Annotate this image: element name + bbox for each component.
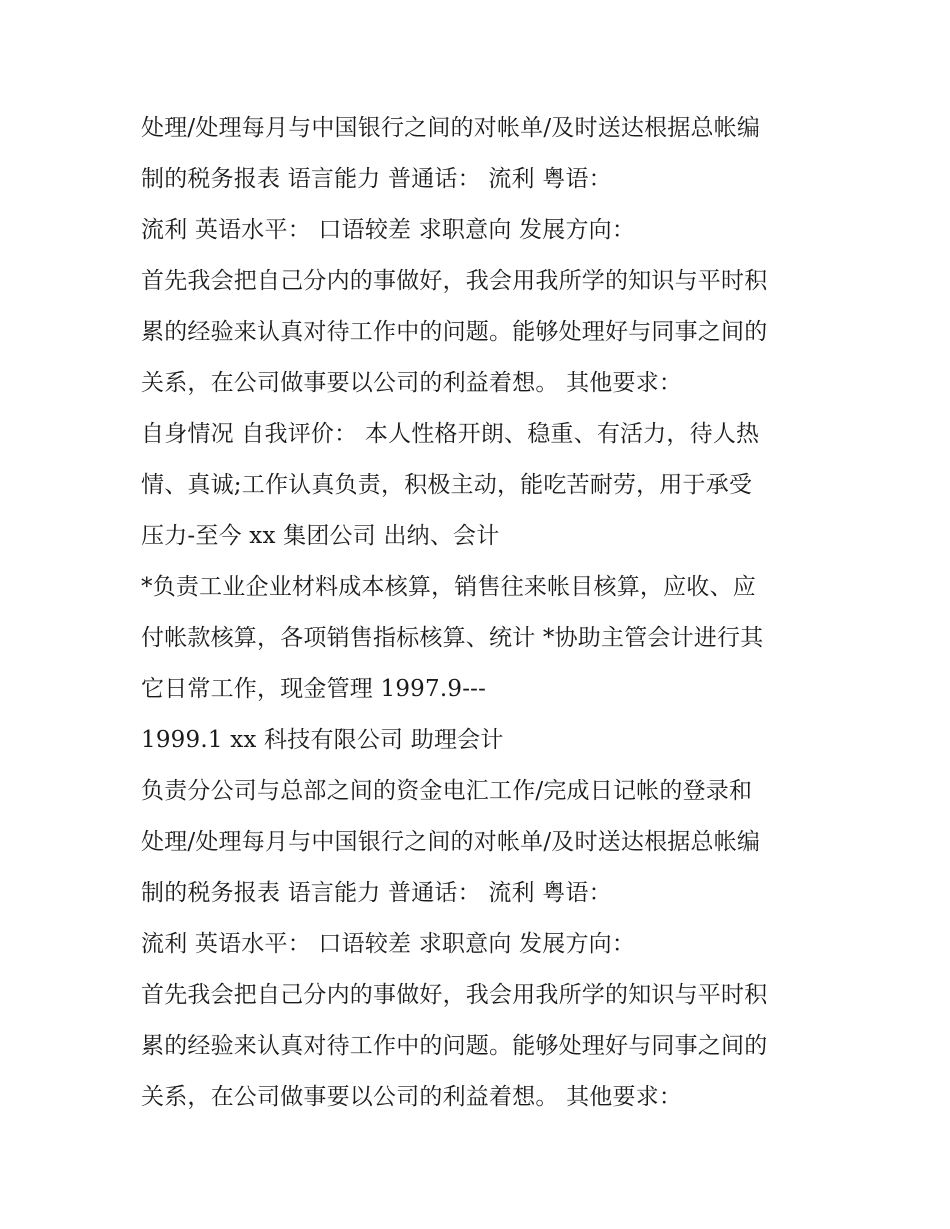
text-line-8: 情、真诚;工作认真负责，积极主动，能吃苦耐劳，用于承受 xyxy=(141,472,753,498)
text-line-5: 累的经验来认真对待工作中的问题。能够处理好与同事之间的 xyxy=(141,319,768,345)
text-line-17: 流利 英语水平： 口语较差 求职意向 发展方向： xyxy=(141,931,636,957)
text-line-12: 它日常工作，现金管理 1997.9--- xyxy=(141,676,487,702)
text-line-7: 自身情况 自我评价： 本人性格开朗、稳重、有活力，待人热 xyxy=(141,421,760,447)
text-line-14: 负责分公司与总部之间的资金电汇工作/完成日记帐的登录和 xyxy=(141,778,753,804)
text-line-20: 关系，在公司做事要以公司的利益着想。 其他要求： xyxy=(141,1084,683,1110)
text-line-16: 制的税务报表 语言能力 普通话： 流利 粤语： xyxy=(141,880,612,906)
text-line-1: 处理/处理每月与中国银行之间的对帐单/及时送达根据总帐编 xyxy=(141,115,761,141)
text-line-13: 1999.1 xx 科技有限公司 助理会计 xyxy=(141,727,504,753)
text-line-19: 累的经验来认真对待工作中的问题。能够处理好与同事之间的 xyxy=(141,1033,768,1059)
text-line-2: 制的税务报表 语言能力 普通话： 流利 粤语： xyxy=(141,166,612,192)
text-line-6: 关系，在公司做事要以公司的利益着想。 其他要求： xyxy=(141,370,683,396)
text-line-3: 流利 英语水平： 口语较差 求职意向 发展方向： xyxy=(141,217,636,243)
text-line-18: 首先我会把自己分内的事做好，我会用我所学的知识与平时积 xyxy=(141,982,768,1008)
text-line-10: *负责工业企业材料成本核算，销售往来帐目核算，应收、应 xyxy=(141,574,756,600)
text-line-9: 压力-至今 xx 集团公司 出纳、会计 xyxy=(141,523,500,549)
document-body xyxy=(141,103,831,1123)
text-line-4: 首先我会把自己分内的事做好，我会用我所学的知识与平时积 xyxy=(141,268,768,294)
text-line-11: 付帐款核算，各项销售指标核算、统计 *协助主管会计进行其 xyxy=(141,625,764,651)
text-line-15: 处理/处理每月与中国银行之间的对帐单/及时送达根据总帐编 xyxy=(141,829,761,855)
